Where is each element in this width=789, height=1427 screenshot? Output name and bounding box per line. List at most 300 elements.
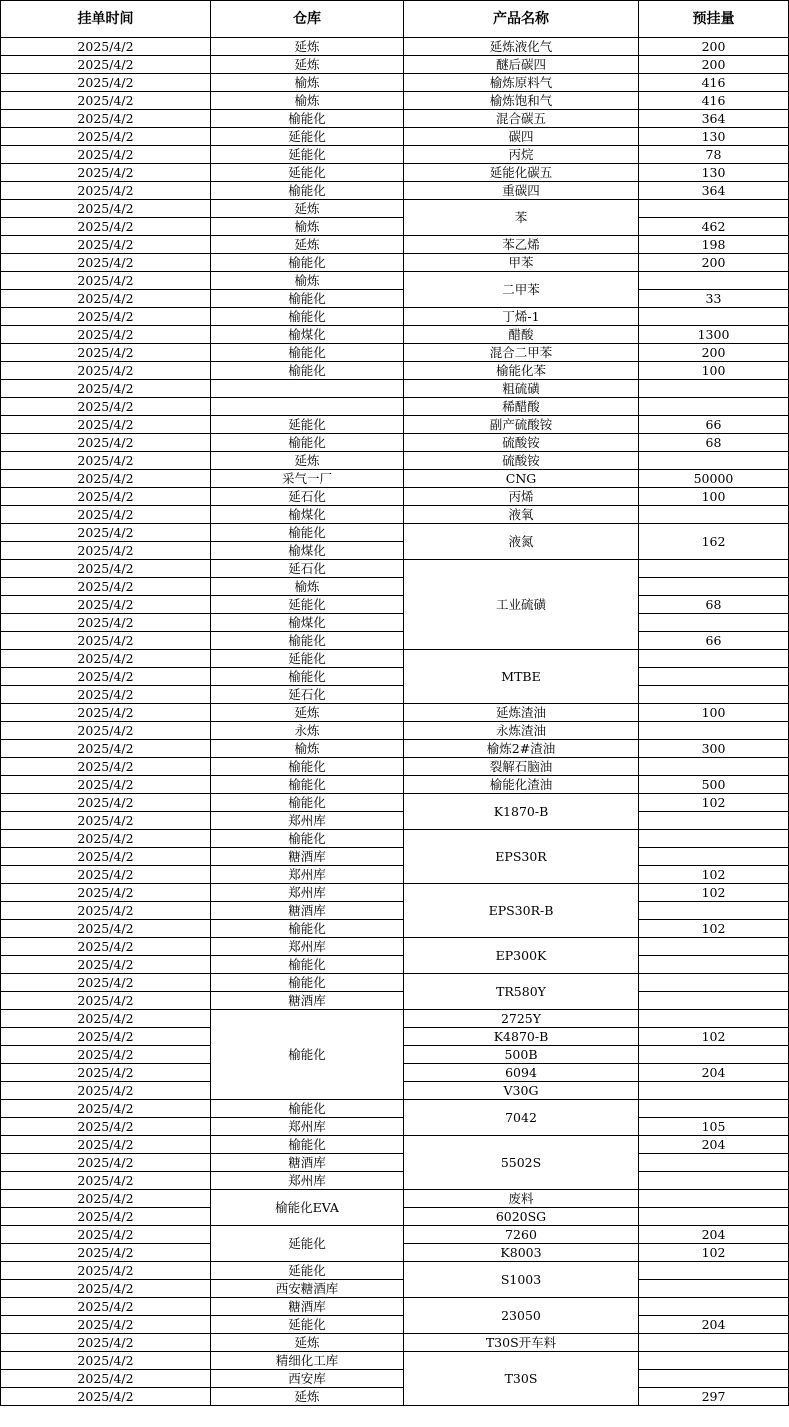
cell-warehouse[interactable]: 郑州库	[211, 1172, 404, 1190]
cell-planned-quantity[interactable]	[639, 398, 789, 416]
cell-listing-time[interactable]: 2025/4/2	[1, 1226, 211, 1244]
cell-planned-quantity[interactable]	[639, 668, 789, 686]
cell-listing-time[interactable]: 2025/4/2	[1, 470, 211, 488]
cell-product-name[interactable]: 硫酸铵	[404, 452, 639, 470]
cell-planned-quantity[interactable]: 102	[639, 1028, 789, 1046]
cell-product-name[interactable]: 工业硫磺	[404, 560, 639, 650]
cell-listing-time[interactable]: 2025/4/2	[1, 1046, 211, 1064]
cell-planned-quantity[interactable]	[639, 1172, 789, 1190]
cell-planned-quantity[interactable]: 162	[639, 524, 789, 560]
cell-listing-time[interactable]: 2025/4/2	[1, 488, 211, 506]
cell-listing-time[interactable]: 2025/4/2	[1, 1244, 211, 1262]
cell-warehouse[interactable]: 延能化	[211, 164, 404, 182]
cell-warehouse[interactable]: 延能化	[211, 1316, 404, 1334]
cell-warehouse[interactable]: 榆能化	[211, 632, 404, 650]
cell-planned-quantity[interactable]: 204	[639, 1226, 789, 1244]
cell-planned-quantity[interactable]	[639, 452, 789, 470]
cell-planned-quantity[interactable]	[639, 1352, 789, 1370]
cell-warehouse[interactable]: 延石化	[211, 488, 404, 506]
cell-planned-quantity[interactable]	[639, 1154, 789, 1172]
cell-listing-time[interactable]: 2025/4/2	[1, 884, 211, 902]
cell-listing-time[interactable]: 2025/4/2	[1, 1100, 211, 1118]
cell-listing-time[interactable]: 2025/4/2	[1, 398, 211, 416]
table-row	[1, 1154, 789, 1172]
table-row	[1, 506, 789, 524]
cell-listing-time[interactable]: 2025/4/2	[1, 218, 211, 236]
cell-planned-quantity[interactable]	[639, 380, 789, 398]
cell-warehouse[interactable]: 榆炼	[211, 578, 404, 596]
table-row	[1, 992, 789, 1010]
cell-planned-quantity[interactable]: 33	[639, 290, 789, 308]
cell-listing-time[interactable]: 2025/4/2	[1, 668, 211, 686]
cell-listing-time[interactable]: 2025/4/2	[1, 326, 211, 344]
cell-warehouse[interactable]: 西安库	[211, 1370, 404, 1388]
cell-planned-quantity[interactable]: 204	[639, 1136, 789, 1154]
cell-product-name[interactable]: T30S	[404, 1352, 639, 1406]
cell-product-name[interactable]: 7260	[404, 1226, 639, 1244]
cell-warehouse[interactable]: 榆能化	[211, 794, 404, 812]
cell-product-name[interactable]: 丁烯-1	[404, 308, 639, 326]
cell-warehouse[interactable]: 榆能化	[211, 830, 404, 848]
cell-planned-quantity[interactable]: 416	[639, 74, 789, 92]
cell-product-name[interactable]: 苯	[404, 200, 639, 236]
cell-warehouse[interactable]: 延能化	[211, 1226, 404, 1262]
cell-warehouse[interactable]: 延炼	[211, 1388, 404, 1406]
cell-warehouse[interactable]: 榆能化	[211, 254, 404, 272]
cell-planned-quantity[interactable]	[639, 812, 789, 830]
cell-warehouse[interactable]: 榆能化	[211, 1100, 404, 1118]
cell-product-name[interactable]: 甲苯	[404, 254, 639, 272]
cell-product-name[interactable]: 永炼渣油	[404, 722, 639, 740]
cell-warehouse[interactable]: 榆能化	[211, 668, 404, 686]
cell-warehouse[interactable]: 延炼	[211, 200, 404, 218]
cell-product-name[interactable]: 榆能化渣油	[404, 776, 639, 794]
table-row	[1, 1388, 789, 1406]
cell-product-name[interactable]: S1003	[404, 1262, 639, 1298]
cell-product-name[interactable]: 延炼液化气	[404, 38, 639, 56]
cell-listing-time[interactable]: 2025/4/2	[1, 1388, 211, 1406]
cell-listing-time[interactable]: 2025/4/2	[1, 1280, 211, 1298]
cell-listing-time[interactable]: 2025/4/2	[1, 1010, 211, 1028]
table-row	[1, 776, 789, 794]
cell-warehouse[interactable]: 榆能化	[211, 920, 404, 938]
cell-product-name[interactable]: 23050	[404, 1298, 639, 1334]
cell-product-name[interactable]: 榆炼原料气	[404, 74, 639, 92]
cell-product-name[interactable]: 醚后碳四	[404, 56, 639, 74]
cell-planned-quantity[interactable]: 66	[639, 632, 789, 650]
cell-warehouse[interactable]: 榆炼	[211, 92, 404, 110]
cell-product-name[interactable]: MTBE	[404, 650, 639, 704]
cell-warehouse[interactable]: 郑州库	[211, 812, 404, 830]
cell-listing-time[interactable]: 2025/4/2	[1, 1352, 211, 1370]
cell-planned-quantity[interactable]	[639, 1298, 789, 1316]
cell-listing-time[interactable]: 2025/4/2	[1, 920, 211, 938]
cell-product-name[interactable]: K8003	[404, 1244, 639, 1262]
cell-planned-quantity[interactable]	[639, 902, 789, 920]
table-row	[1, 218, 789, 236]
cell-listing-time[interactable]: 2025/4/2	[1, 776, 211, 794]
cell-warehouse[interactable]: 榆炼	[211, 218, 404, 236]
cell-product-name[interactable]: 硫酸铵	[404, 434, 639, 452]
cell-planned-quantity[interactable]	[639, 848, 789, 866]
cell-listing-time[interactable]: 2025/4/2	[1, 434, 211, 452]
cell-warehouse[interactable]: 延炼	[211, 1334, 404, 1352]
cell-product-name[interactable]: 苯乙烯	[404, 236, 639, 254]
cell-planned-quantity[interactable]: 102	[639, 1244, 789, 1262]
cell-planned-quantity[interactable]	[639, 1334, 789, 1352]
cell-planned-quantity[interactable]	[639, 200, 789, 218]
cell-planned-quantity[interactable]: 200	[639, 38, 789, 56]
cell-listing-time[interactable]: 2025/4/2	[1, 758, 211, 776]
cell-planned-quantity[interactable]	[639, 830, 789, 848]
cell-planned-quantity[interactable]: 100	[639, 488, 789, 506]
cell-warehouse[interactable]: 榆煤化	[211, 506, 404, 524]
cell-listing-time[interactable]: 2025/4/2	[1, 182, 211, 200]
cell-planned-quantity[interactable]: 78	[639, 146, 789, 164]
cell-product-name[interactable]: 液氧	[404, 506, 639, 524]
cell-product-name[interactable]: 废料	[404, 1190, 639, 1208]
cell-warehouse[interactable]: 榆炼	[211, 740, 404, 758]
cell-planned-quantity[interactable]	[639, 650, 789, 668]
cell-planned-quantity[interactable]	[639, 758, 789, 776]
cell-product-name[interactable]: 丙烯	[404, 488, 639, 506]
cell-planned-quantity[interactable]	[639, 1082, 789, 1100]
cell-warehouse[interactable]: 榆能化	[211, 110, 404, 128]
cell-warehouse[interactable]: 延能化	[211, 416, 404, 434]
cell-listing-time[interactable]: 2025/4/2	[1, 650, 211, 668]
cell-listing-time[interactable]: 2025/4/2	[1, 902, 211, 920]
cell-warehouse[interactable]: 榆能化	[211, 434, 404, 452]
cell-planned-quantity[interactable]	[639, 308, 789, 326]
cell-product-name[interactable]: 稀醋酸	[404, 398, 639, 416]
cell-listing-time[interactable]: 2025/4/2	[1, 1028, 211, 1046]
cell-planned-quantity[interactable]: 462	[639, 218, 789, 236]
table-row	[1, 1190, 789, 1208]
cell-warehouse[interactable]: 延能化	[211, 650, 404, 668]
cell-warehouse[interactable]: 西安糖酒库	[211, 1280, 404, 1298]
cell-listing-time[interactable]: 2025/4/2	[1, 344, 211, 362]
cell-planned-quantity[interactable]	[639, 1010, 789, 1028]
cell-listing-time[interactable]: 2025/4/2	[1, 1064, 211, 1082]
cell-listing-time[interactable]: 2025/4/2	[1, 524, 211, 542]
cell-listing-time[interactable]: 2025/4/2	[1, 560, 211, 578]
cell-product-name[interactable]: 6020SG	[404, 1208, 639, 1226]
cell-warehouse[interactable]: 延炼	[211, 236, 404, 254]
cell-planned-quantity[interactable]: 102	[639, 884, 789, 902]
cell-warehouse[interactable]: 糖酒库	[211, 902, 404, 920]
table-row	[1, 1226, 789, 1244]
cell-planned-quantity[interactable]: 1300	[639, 326, 789, 344]
cell-planned-quantity[interactable]: 204	[639, 1064, 789, 1082]
cell-warehouse[interactable]: 永炼	[211, 722, 404, 740]
table-row	[1, 920, 789, 938]
cell-warehouse[interactable]: 郑州库	[211, 938, 404, 956]
cell-product-name[interactable]: EPS30R	[404, 830, 639, 884]
cell-listing-time[interactable]: 2025/4/2	[1, 380, 211, 398]
cell-warehouse[interactable]: 糖酒库	[211, 1154, 404, 1172]
cell-listing-time[interactable]: 2025/4/2	[1, 362, 211, 380]
cell-product-name[interactable]: 重碳四	[404, 182, 639, 200]
cell-listing-time[interactable]: 2025/4/2	[1, 632, 211, 650]
cell-product-name[interactable]: 榆能化苯	[404, 362, 639, 380]
cell-warehouse[interactable]: 延石化	[211, 686, 404, 704]
cell-listing-time[interactable]: 2025/4/2	[1, 416, 211, 434]
cell-planned-quantity[interactable]: 204	[639, 1316, 789, 1334]
header-product-name[interactable]: 产品名称	[404, 1, 639, 38]
cell-warehouse[interactable]: 榆煤化	[211, 542, 404, 560]
cell-warehouse[interactable]: 榆能化	[211, 758, 404, 776]
cell-product-name[interactable]: K1870-B	[404, 794, 639, 830]
cell-listing-time[interactable]: 2025/4/2	[1, 992, 211, 1010]
cell-planned-quantity[interactable]: 130	[639, 164, 789, 182]
cell-warehouse[interactable]: 榆煤化	[211, 614, 404, 632]
cell-planned-quantity[interactable]	[639, 272, 789, 290]
cell-warehouse[interactable]: 采气一厂	[211, 470, 404, 488]
cell-warehouse[interactable]: 榆能化EVA	[211, 1190, 404, 1226]
cell-planned-quantity[interactable]	[639, 1046, 789, 1064]
cell-listing-time[interactable]: 2025/4/2	[1, 254, 211, 272]
cell-listing-time[interactable]: 2025/4/2	[1, 614, 211, 632]
cell-product-name[interactable]: 副产硫酸铵	[404, 416, 639, 434]
cell-planned-quantity[interactable]: 66	[639, 416, 789, 434]
cell-planned-quantity[interactable]	[639, 974, 789, 992]
table-row	[1, 1370, 789, 1388]
cell-listing-time[interactable]: 2025/4/2	[1, 1208, 211, 1226]
cell-warehouse[interactable]: 延炼	[211, 56, 404, 74]
cell-warehouse[interactable]: 郑州库	[211, 1118, 404, 1136]
cell-product-name[interactable]: TR580Y	[404, 974, 639, 1010]
cell-warehouse[interactable]: 精细化工库	[211, 1352, 404, 1370]
cell-warehouse[interactable]	[211, 380, 404, 398]
cell-product-name[interactable]: T30S开车料	[404, 1334, 639, 1352]
cell-product-name[interactable]: EP300K	[404, 938, 639, 974]
cell-listing-time[interactable]: 2025/4/2	[1, 290, 211, 308]
cell-listing-time[interactable]: 2025/4/2	[1, 722, 211, 740]
cell-warehouse[interactable]	[211, 398, 404, 416]
header-planned-quantity[interactable]: 预挂量	[639, 1, 789, 38]
cell-planned-quantity[interactable]: 50000	[639, 470, 789, 488]
cell-product-name[interactable]: 混合碳五	[404, 110, 639, 128]
cell-planned-quantity[interactable]: 364	[639, 110, 789, 128]
cell-product-name[interactable]: 裂解石脑油	[404, 758, 639, 776]
cell-warehouse[interactable]: 延炼	[211, 704, 404, 722]
cell-product-name[interactable]: 液氮	[404, 524, 639, 560]
cell-planned-quantity[interactable]: 200	[639, 254, 789, 272]
cell-listing-time[interactable]: 2025/4/2	[1, 596, 211, 614]
cell-listing-time[interactable]: 2025/4/2	[1, 830, 211, 848]
cell-product-name[interactable]: 延炼渣油	[404, 704, 639, 722]
cell-planned-quantity[interactable]	[639, 560, 789, 578]
cell-warehouse[interactable]: 榆能化	[211, 956, 404, 974]
cell-warehouse[interactable]: 延能化	[211, 128, 404, 146]
cell-listing-time[interactable]: 2025/4/2	[1, 200, 211, 218]
cell-warehouse[interactable]: 榆炼	[211, 272, 404, 290]
cell-planned-quantity[interactable]: 200	[639, 344, 789, 362]
cell-warehouse[interactable]: 榆能化	[211, 1010, 404, 1100]
cell-planned-quantity[interactable]: 100	[639, 704, 789, 722]
cell-planned-quantity[interactable]	[639, 1100, 789, 1118]
cell-product-name[interactable]: 二甲苯	[404, 272, 639, 308]
cell-planned-quantity[interactable]	[639, 1190, 789, 1208]
cell-product-name[interactable]: 醋酸	[404, 326, 639, 344]
cell-product-name[interactable]: 丙烷	[404, 146, 639, 164]
cell-planned-quantity[interactable]	[639, 938, 789, 956]
cell-planned-quantity[interactable]: 68	[639, 434, 789, 452]
cell-listing-time[interactable]: 2025/4/2	[1, 848, 211, 866]
cell-listing-time[interactable]: 2025/4/2	[1, 974, 211, 992]
cell-listing-time[interactable]: 2025/4/2	[1, 704, 211, 722]
cell-listing-time[interactable]: 2025/4/2	[1, 308, 211, 326]
table-body	[1, 38, 789, 1406]
cell-planned-quantity[interactable]	[639, 1280, 789, 1298]
cell-listing-time[interactable]: 2025/4/2	[1, 272, 211, 290]
cell-listing-time[interactable]: 2025/4/2	[1, 542, 211, 560]
cell-product-name[interactable]: 2725Y	[404, 1010, 639, 1028]
table-row	[1, 488, 789, 506]
cell-planned-quantity[interactable]: 130	[639, 128, 789, 146]
cell-listing-time[interactable]: 2025/4/2	[1, 164, 211, 182]
cell-listing-time[interactable]: 2025/4/2	[1, 506, 211, 524]
cell-product-name[interactable]: EPS30R-B	[404, 884, 639, 938]
cell-warehouse[interactable]: 榆能化	[211, 776, 404, 794]
cell-warehouse[interactable]: 榆煤化	[211, 326, 404, 344]
cell-listing-time[interactable]: 2025/4/2	[1, 1298, 211, 1316]
cell-warehouse[interactable]: 延炼	[211, 452, 404, 470]
cell-listing-time[interactable]: 2025/4/2	[1, 110, 211, 128]
cell-listing-time[interactable]: 2025/4/2	[1, 1370, 211, 1388]
cell-planned-quantity[interactable]: 68	[639, 596, 789, 614]
cell-listing-time[interactable]: 2025/4/2	[1, 1136, 211, 1154]
cell-planned-quantity[interactable]	[639, 578, 789, 596]
cell-listing-time[interactable]: 2025/4/2	[1, 452, 211, 470]
cell-listing-time[interactable]: 2025/4/2	[1, 128, 211, 146]
cell-listing-time[interactable]: 2025/4/2	[1, 1154, 211, 1172]
cell-product-name[interactable]: V30G	[404, 1082, 639, 1100]
cell-warehouse[interactable]: 延石化	[211, 560, 404, 578]
cell-listing-time[interactable]: 2025/4/2	[1, 56, 211, 74]
cell-listing-time[interactable]: 2025/4/2	[1, 938, 211, 956]
cell-product-name[interactable]: 榆炼2#渣油	[404, 740, 639, 758]
cell-product-name[interactable]: CNG	[404, 470, 639, 488]
cell-listing-time[interactable]: 2025/4/2	[1, 866, 211, 884]
cell-listing-time[interactable]: 2025/4/2	[1, 1262, 211, 1280]
cell-warehouse[interactable]: 糖酒库	[211, 992, 404, 1010]
cell-planned-quantity[interactable]	[639, 506, 789, 524]
cell-product-name[interactable]: 5502S	[404, 1136, 639, 1190]
cell-warehouse[interactable]: 延炼	[211, 38, 404, 56]
cell-warehouse[interactable]: 郑州库	[211, 866, 404, 884]
table-row	[1, 614, 789, 632]
cell-listing-time[interactable]: 2025/4/2	[1, 1172, 211, 1190]
cell-warehouse[interactable]: 榆能化	[211, 308, 404, 326]
cell-listing-time[interactable]: 2025/4/2	[1, 1190, 211, 1208]
cell-planned-quantity[interactable]: 105	[639, 1118, 789, 1136]
cell-listing-time[interactable]: 2025/4/2	[1, 686, 211, 704]
cell-planned-quantity[interactable]	[639, 992, 789, 1010]
cell-warehouse[interactable]: 郑州库	[211, 884, 404, 902]
cell-listing-time[interactable]: 2025/4/2	[1, 1082, 211, 1100]
cell-listing-time[interactable]: 2025/4/2	[1, 578, 211, 596]
cell-product-name[interactable]: K4870-B	[404, 1028, 639, 1046]
cell-listing-time[interactable]: 2025/4/2	[1, 74, 211, 92]
cell-planned-quantity[interactable]: 416	[639, 92, 789, 110]
table-row	[1, 1100, 789, 1118]
cell-warehouse[interactable]: 榆能化	[211, 974, 404, 992]
cell-warehouse[interactable]: 延能化	[211, 596, 404, 614]
cell-planned-quantity[interactable]	[639, 1370, 789, 1388]
cell-planned-quantity[interactable]: 102	[639, 866, 789, 884]
cell-product-name[interactable]: 6094	[404, 1064, 639, 1082]
cell-planned-quantity[interactable]: 200	[639, 56, 789, 74]
cell-warehouse[interactable]: 榆能化	[211, 290, 404, 308]
cell-warehouse[interactable]: 糖酒库	[211, 848, 404, 866]
cell-product-name[interactable]: 混合二甲苯	[404, 344, 639, 362]
cell-listing-time[interactable]: 2025/4/2	[1, 236, 211, 254]
table-row	[1, 758, 789, 776]
cell-listing-time[interactable]: 2025/4/2	[1, 38, 211, 56]
cell-product-name[interactable]: 碳四	[404, 128, 639, 146]
cell-planned-quantity[interactable]	[639, 614, 789, 632]
header-row	[1, 1, 789, 38]
table-row	[1, 1316, 789, 1334]
cell-warehouse[interactable]: 榆炼	[211, 74, 404, 92]
cell-product-name[interactable]: 粗硫磺	[404, 380, 639, 398]
cell-listing-time[interactable]: 2025/4/2	[1, 146, 211, 164]
cell-listing-time[interactable]: 2025/4/2	[1, 1118, 211, 1136]
cell-product-name[interactable]: 延能化碳五	[404, 164, 639, 182]
cell-warehouse[interactable]: 榆能化	[211, 1136, 404, 1154]
cell-listing-time[interactable]: 2025/4/2	[1, 1316, 211, 1334]
cell-listing-time[interactable]: 2025/4/2	[1, 1334, 211, 1352]
cell-listing-time[interactable]: 2025/4/2	[1, 740, 211, 758]
cell-product-name[interactable]: 榆炼饱和气	[404, 92, 639, 110]
cell-planned-quantity[interactable]	[639, 1208, 789, 1226]
cell-product-name[interactable]: 500B	[404, 1046, 639, 1064]
cell-warehouse[interactable]: 榆能化	[211, 362, 404, 380]
cell-planned-quantity[interactable]: 300	[639, 740, 789, 758]
cell-warehouse[interactable]: 延能化	[211, 1262, 404, 1280]
cell-planned-quantity[interactable]: 364	[639, 182, 789, 200]
cell-product-name[interactable]: 7042	[404, 1100, 639, 1136]
cell-planned-quantity[interactable]	[639, 686, 789, 704]
cell-planned-quantity[interactable]	[639, 1262, 789, 1280]
cell-planned-quantity[interactable]: 500	[639, 776, 789, 794]
cell-warehouse[interactable]: 榆能化	[211, 344, 404, 362]
cell-planned-quantity[interactable]: 100	[639, 362, 789, 380]
table-row	[1, 380, 789, 398]
header-listing-time[interactable]: 挂单时间	[1, 1, 211, 38]
cell-listing-time[interactable]: 2025/4/2	[1, 956, 211, 974]
cell-warehouse[interactable]: 延能化	[211, 146, 404, 164]
cell-warehouse[interactable]: 榆能化	[211, 182, 404, 200]
table-row	[1, 1010, 789, 1028]
cell-planned-quantity[interactable]: 198	[639, 236, 789, 254]
cell-warehouse[interactable]: 榆能化	[211, 524, 404, 542]
cell-planned-quantity[interactable]: 102	[639, 794, 789, 812]
header-warehouse[interactable]: 仓库	[211, 1, 404, 38]
cell-planned-quantity[interactable]	[639, 722, 789, 740]
cell-planned-quantity[interactable]: 102	[639, 920, 789, 938]
cell-listing-time[interactable]: 2025/4/2	[1, 794, 211, 812]
cell-planned-quantity[interactable]	[639, 956, 789, 974]
table-row	[1, 200, 789, 218]
cell-listing-time[interactable]: 2025/4/2	[1, 92, 211, 110]
cell-listing-time[interactable]: 2025/4/2	[1, 812, 211, 830]
cell-planned-quantity[interactable]: 297	[639, 1388, 789, 1406]
table-row	[1, 668, 789, 686]
table-row	[1, 236, 789, 254]
cell-warehouse[interactable]: 糖酒库	[211, 1298, 404, 1316]
